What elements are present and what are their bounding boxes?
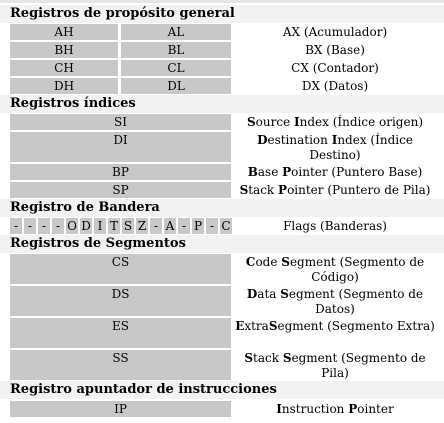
flag-bit: -	[24, 218, 36, 234]
register-ah: AH	[10, 24, 118, 40]
description-initial: S	[281, 255, 290, 269]
description-text	[234, 351, 436, 381]
description-fragment: xtra	[244, 319, 269, 333]
register-cx-desc: CX (Contador)	[291, 61, 379, 75]
flag-bit: -	[206, 218, 218, 234]
description-initial: I	[276, 402, 282, 416]
register-ss: SS	[10, 350, 231, 380]
description-fragment: tack	[253, 351, 283, 365]
description-fragment: nstruction	[281, 402, 349, 416]
flag-bit: -	[38, 218, 50, 234]
section-title-segments: Registros de Segmentos	[0, 235, 444, 253]
description-fragment: estination	[267, 133, 332, 147]
register-ip-desc	[234, 402, 436, 418]
description-initial: E	[235, 319, 245, 333]
description-fragment: ndex (Índice origen)	[299, 115, 424, 129]
description-initial: P	[348, 402, 358, 416]
description-fragment: ode	[255, 255, 282, 269]
register-ds-desc	[234, 287, 436, 317]
register-dx-desc: DX (Datos)	[301, 79, 369, 93]
section-title-flags: Registro de Bandera	[0, 199, 444, 217]
description-initial: S	[268, 319, 278, 333]
description-fragment: ata	[257, 287, 281, 301]
description-fragment: ndex (Índice Destino)	[309, 133, 413, 162]
register-si: SI	[10, 114, 231, 130]
register-di: DI	[10, 132, 231, 162]
register-cs-desc	[234, 255, 436, 285]
description-initial: S	[246, 115, 256, 129]
flags-desc: Flags (Banderas)	[283, 219, 387, 233]
description-initial: I	[331, 133, 338, 147]
description-text	[247, 115, 423, 130]
register-di-desc	[234, 133, 436, 163]
register-ds: DS	[10, 286, 231, 316]
flag-bit: Z	[137, 219, 147, 233]
register-sp-desc	[234, 183, 436, 199]
register-ip: IP	[10, 401, 231, 417]
flag-bit: O	[67, 219, 77, 233]
register-cs: CS	[10, 254, 231, 284]
register-sp: SP	[10, 182, 231, 198]
flag-bits	[10, 218, 232, 234]
description-initial: D	[246, 287, 258, 301]
description-text	[234, 133, 436, 163]
description-initial: S	[282, 351, 292, 365]
description-initial: C	[245, 255, 256, 269]
description-fragment: egment (Segmento Extra)	[277, 319, 435, 333]
register-bx-desc: BX (Base)	[305, 43, 365, 57]
description-text	[235, 319, 435, 334]
description-text	[234, 287, 436, 317]
register-ss-desc	[234, 351, 436, 381]
flag-bit: -	[178, 218, 190, 234]
section-title-ip: Registro apuntador de instrucciones	[0, 381, 444, 399]
register-cl: CL	[121, 60, 231, 76]
description-text	[234, 255, 436, 285]
section-title-index: Registros índices	[0, 95, 444, 113]
description-fragment: ase	[257, 165, 283, 179]
register-bp: BP	[10, 164, 231, 180]
register-bh: BH	[10, 42, 118, 58]
description-fragment: ointer (Puntero de Pila)	[287, 183, 431, 197]
register-si-desc	[234, 115, 436, 131]
flag-bit: D	[81, 219, 91, 233]
description-fragment: ointer	[357, 402, 394, 416]
register-dl: DL	[121, 78, 231, 94]
description-text	[240, 183, 431, 198]
flag-bit: P	[193, 219, 203, 233]
register-es: ES	[10, 318, 231, 348]
register-al: AL	[121, 24, 231, 40]
register-ch: CH	[10, 60, 118, 76]
flag-bit: I	[94, 218, 106, 234]
description-fragment: egment (Segmento de Código)	[289, 255, 425, 284]
flag-bit: -	[10, 218, 22, 234]
register-bl: BL	[121, 42, 231, 58]
top-border	[0, 0, 444, 3]
register-ax-desc: AX (Acumulador)	[282, 25, 388, 39]
flag-bit: A	[165, 219, 175, 233]
description-initial: D	[257, 133, 268, 147]
register-es-desc	[234, 319, 436, 349]
flag-bit: -	[150, 218, 162, 234]
description-initial: S	[280, 287, 289, 301]
description-initial: I	[293, 115, 300, 129]
description-fragment: ource	[255, 115, 294, 129]
description-fragment: egment (Segmento de Datos)	[288, 287, 424, 316]
register-bp-desc	[234, 165, 436, 181]
section-title-general: Registros de propósito general	[0, 5, 444, 23]
flag-bit: -	[52, 218, 64, 234]
description-initial: B	[247, 165, 258, 179]
description-text	[248, 165, 423, 180]
description-fragment: tack	[248, 183, 279, 197]
description-initial: P	[282, 165, 292, 179]
description-fragment: egment (Segmento de Pila)	[291, 351, 426, 380]
description-initial: S	[244, 351, 254, 365]
description-text	[276, 402, 393, 417]
description-initial: S	[239, 183, 249, 197]
description-fragment: ointer (Puntero Base)	[291, 165, 423, 179]
flag-bit: T	[109, 219, 118, 233]
flag-bit: C	[221, 219, 231, 233]
register-dh: DH	[10, 78, 118, 94]
description-initial: P	[278, 183, 288, 197]
flag-bit: S	[123, 219, 133, 233]
